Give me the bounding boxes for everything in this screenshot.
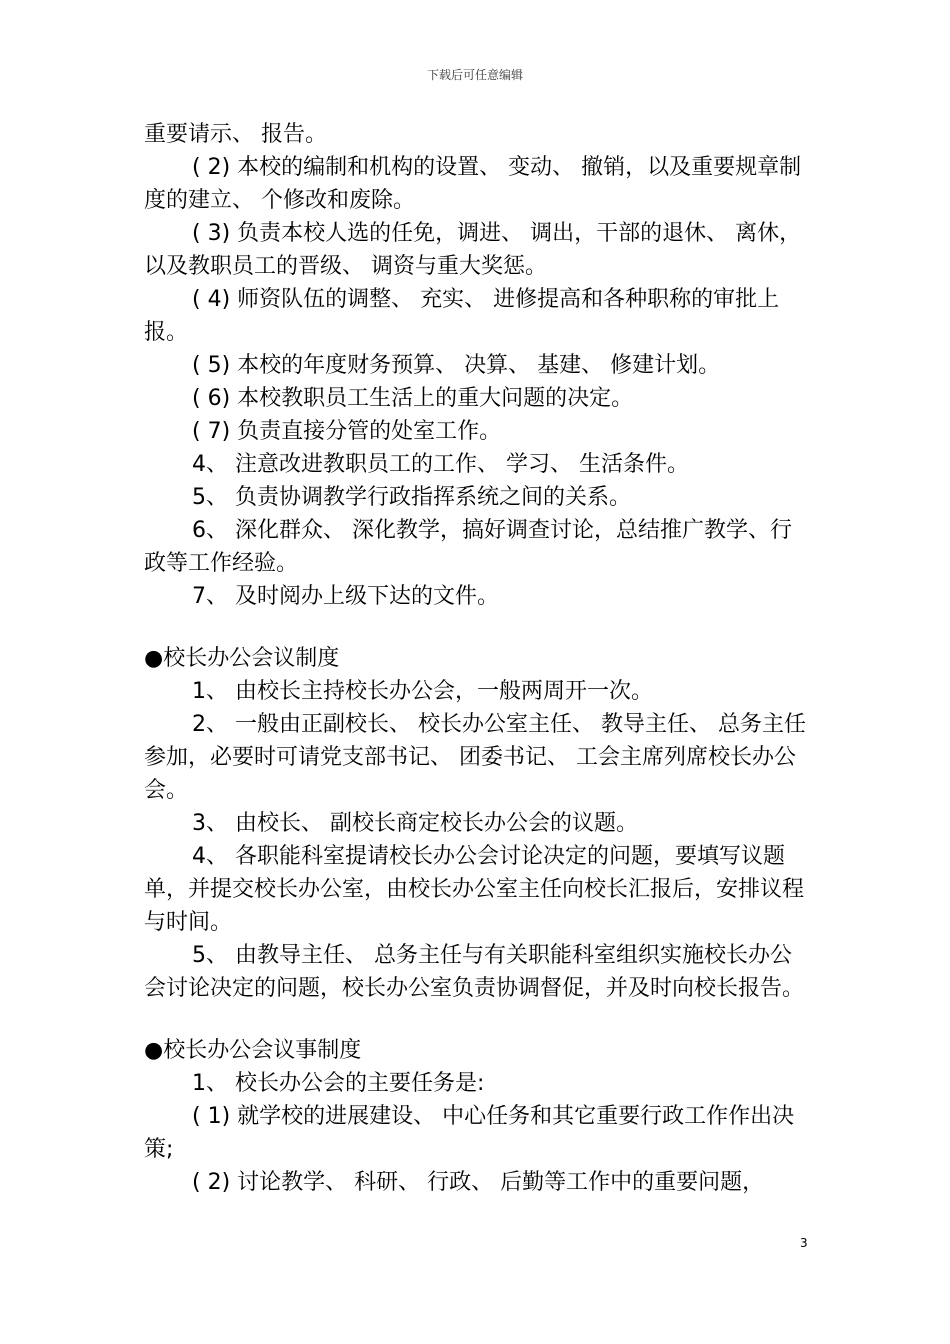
paragraph: 6、 深化群众、 深化教学，搞好调查讨论，总结推广教学、行政等工作经验。 [144,518,792,576]
paragraph: ( 4) 师资队伍的调整、 充实、 进修提高和各种职称的审批上报。 [144,287,780,345]
list-item: 1、 校长办公会的主要任务是: [192,1071,485,1096]
paragraph: 7、 及时阅办上级下达的文件。 [192,584,499,609]
paragraph: ( 3) 负责本校人选的任免，调进、 调出，干部的退休、 离休，以及教职员工的晋级、 调资与重大奖惩。 [144,221,802,279]
paragraph: ( 2) 本校的编制和机构的设置、 变动、 撤销，以及重要规章制度的建立、 个修改和废除。 [144,155,802,213]
paragraph: ( 6) 本校教职员工生活上的重大问题的决定。 [192,386,634,411]
list-item: ( 1) 就学校的进展建设、 中心任务和其它重要行政工作作出决策; [144,1104,795,1162]
list-item: 5、 由教导主任、 总务主任与有关职能科室组织实施校长办公会讨论决定的问题，校长办公室负责协调督促，并及时向校长报告。 [144,943,805,1001]
paragraph: 5、 负责协调教学行政指挥系统之间的关系。 [192,485,631,510]
paragraph: 4、 注意改进教职员工的工作、 学习、 生活条件。 [192,452,689,477]
document-body [144,118,808,1199]
list-item: 2、 一般由正副校长、 校长办公室主任、 教导主任、 总务主任参加，必要时可请党支部书记、 团委书记、 工会主席列席校长办公会。 [144,712,806,803]
paragraph: ( 5) 本校的年度财务预算、 决算、 基建、 修建计划。 [192,353,721,378]
page-header: 下载后可任意编辑 [426,68,523,82]
paragraph: ( 7) 负责直接分管的处室工作。 [192,419,502,444]
list-item: 3、 由校长、 副校长商定校长办公会的议题。 [192,811,638,836]
page-number: 3 [800,1236,808,1250]
list-item: 4、 各职能科室提请校长办公会讨论决定的问题，要填写议题单，并提交校长办公室，由校长办公室主任向校长汇报后，安排议程与时间。 [144,844,805,935]
list-item: ( 2) 讨论教学、 科研、 行政、 后勤等工作中的重要问题， [192,1170,765,1195]
spacer [144,1005,808,1034]
spacer [144,613,808,642]
paragraph: 重要请示、 报告。 [144,122,327,147]
section-heading: ●校长办公会议事制度 [144,1038,362,1063]
list-item: 1、 由校长主持校长办公会，一般两周开一次。 [192,679,653,704]
section-heading: ●校长办公会议制度 [144,646,340,671]
